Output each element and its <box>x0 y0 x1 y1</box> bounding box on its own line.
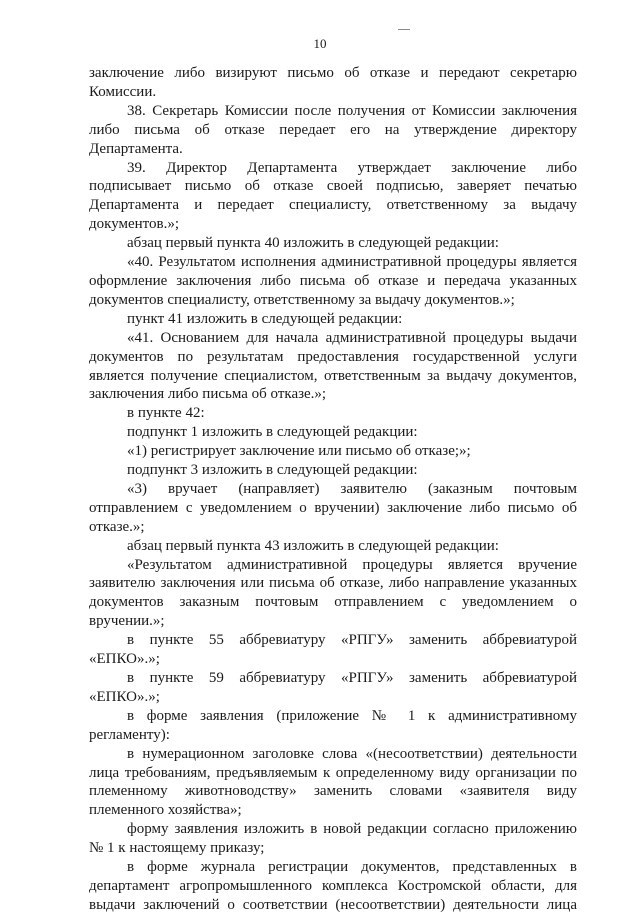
text-line: Департамента и передает специалисту, ответственному за выдачу <box>89 197 577 214</box>
page-number: 10 <box>313 36 327 51</box>
text-line: Комиссии. <box>89 83 157 100</box>
text-line: отправлением с уведомлением о вручении) заключение либо письмо об <box>89 499 577 516</box>
text-line: в форме заявления (приложение № 1 к административному <box>127 707 577 724</box>
text-line: 39. Директор Департамента утверждает заключение либо <box>127 159 577 176</box>
text-line: документов заказным почтовым отправлением с уведомлением о <box>89 594 577 611</box>
scan-mark <box>398 29 410 30</box>
text-line: заключение либо визируют письмо об отказе и передают секретарю <box>89 65 577 81</box>
text-line: документов.»; <box>89 216 180 233</box>
text-line: департамент агропромышленного комплекса Костромской области, для <box>89 877 577 894</box>
text-line: документов специалисту, ответственному за выдачу документов.»; <box>89 291 515 308</box>
text-line: «41. Основанием для начала административной процедуры выдачи <box>127 329 577 346</box>
text-line: абзац первый пункта 40 изложить в следующей редакции: <box>127 235 499 252</box>
text-line: 38. Секретарь Комиссии после получения от Комиссии заключения <box>127 102 577 119</box>
text-line: выдачи заключений о соответствии (несоответствии) деятельности лица <box>89 896 577 913</box>
text-line: абзац первый пункта 43 изложить в следующей редакции: <box>127 537 499 554</box>
text-line: подписывает письмо об отказе своей подписью, заверяет печатью <box>89 178 577 195</box>
text-line: Департамента. <box>89 140 183 157</box>
text-line: вручении.»; <box>89 613 165 630</box>
text-line: в нумерационном заголовке слова «(несоответствии) деятельности <box>127 745 577 762</box>
text-line: «Результатом административной процедуры является вручение <box>127 556 577 573</box>
text-line: в форме журнала регистрации документов, представленных в <box>127 859 577 876</box>
text-line: подпункт 3 изложить в следующей редакции: <box>127 462 418 479</box>
text-line: заявителю заключения или письма об отказе, либо направление указанных <box>89 575 577 592</box>
text-line: «ЕПКО».»; <box>89 688 160 705</box>
text-line: форму заявления изложить в новой редакции согласно приложению <box>127 821 577 838</box>
text-line: отказе.»; <box>89 518 145 535</box>
text-line: племенному животноводству» заменить словами «заявителя виду <box>89 783 577 800</box>
text-line: племенного хозяйства»; <box>89 802 242 819</box>
text-line: пункт 41 изложить в следующей редакции: <box>127 310 403 327</box>
text-line: № 1 к настоящему приказу; <box>89 840 265 857</box>
document-body <box>89 64 577 915</box>
text-line: либо письма об отказе передает его на утверждение директору <box>89 121 577 138</box>
text-line: «3) вручает (направляет) заявителю (заказным почтовым <box>127 480 577 497</box>
text-line: «1) регистрирует заключение или письмо об отказе;»; <box>127 443 471 460</box>
text-line: в пункте 42: <box>127 405 205 422</box>
text-line: документов по результатам предоставления государственной услуги <box>89 348 577 365</box>
text-line: «40. Результатом исполнения административной процедуры является <box>127 254 577 271</box>
text-line: оформление заключения либо письма об отказе и передача указанных <box>89 272 577 289</box>
text-line: заключения либо письма об отказе.»; <box>89 386 327 403</box>
text-line: является получение специалистом, ответственным за выдачу документов, <box>89 367 577 384</box>
text-line: в пункте 59 аббревиатуру «РПГУ» заменить аббревиатурой <box>127 670 577 686</box>
text-line: лица требованиям, предъявляемым к определенному виду организации по <box>89 764 577 781</box>
text-line: в пункте 55 аббревиатуру «РПГУ» заменить аббревиатурой <box>127 632 577 649</box>
text-line: «ЕПКО».»; <box>89 651 160 668</box>
text-line: подпункт 1 изложить в следующей редакции: <box>127 424 418 441</box>
text-line: регламенту): <box>89 726 170 743</box>
